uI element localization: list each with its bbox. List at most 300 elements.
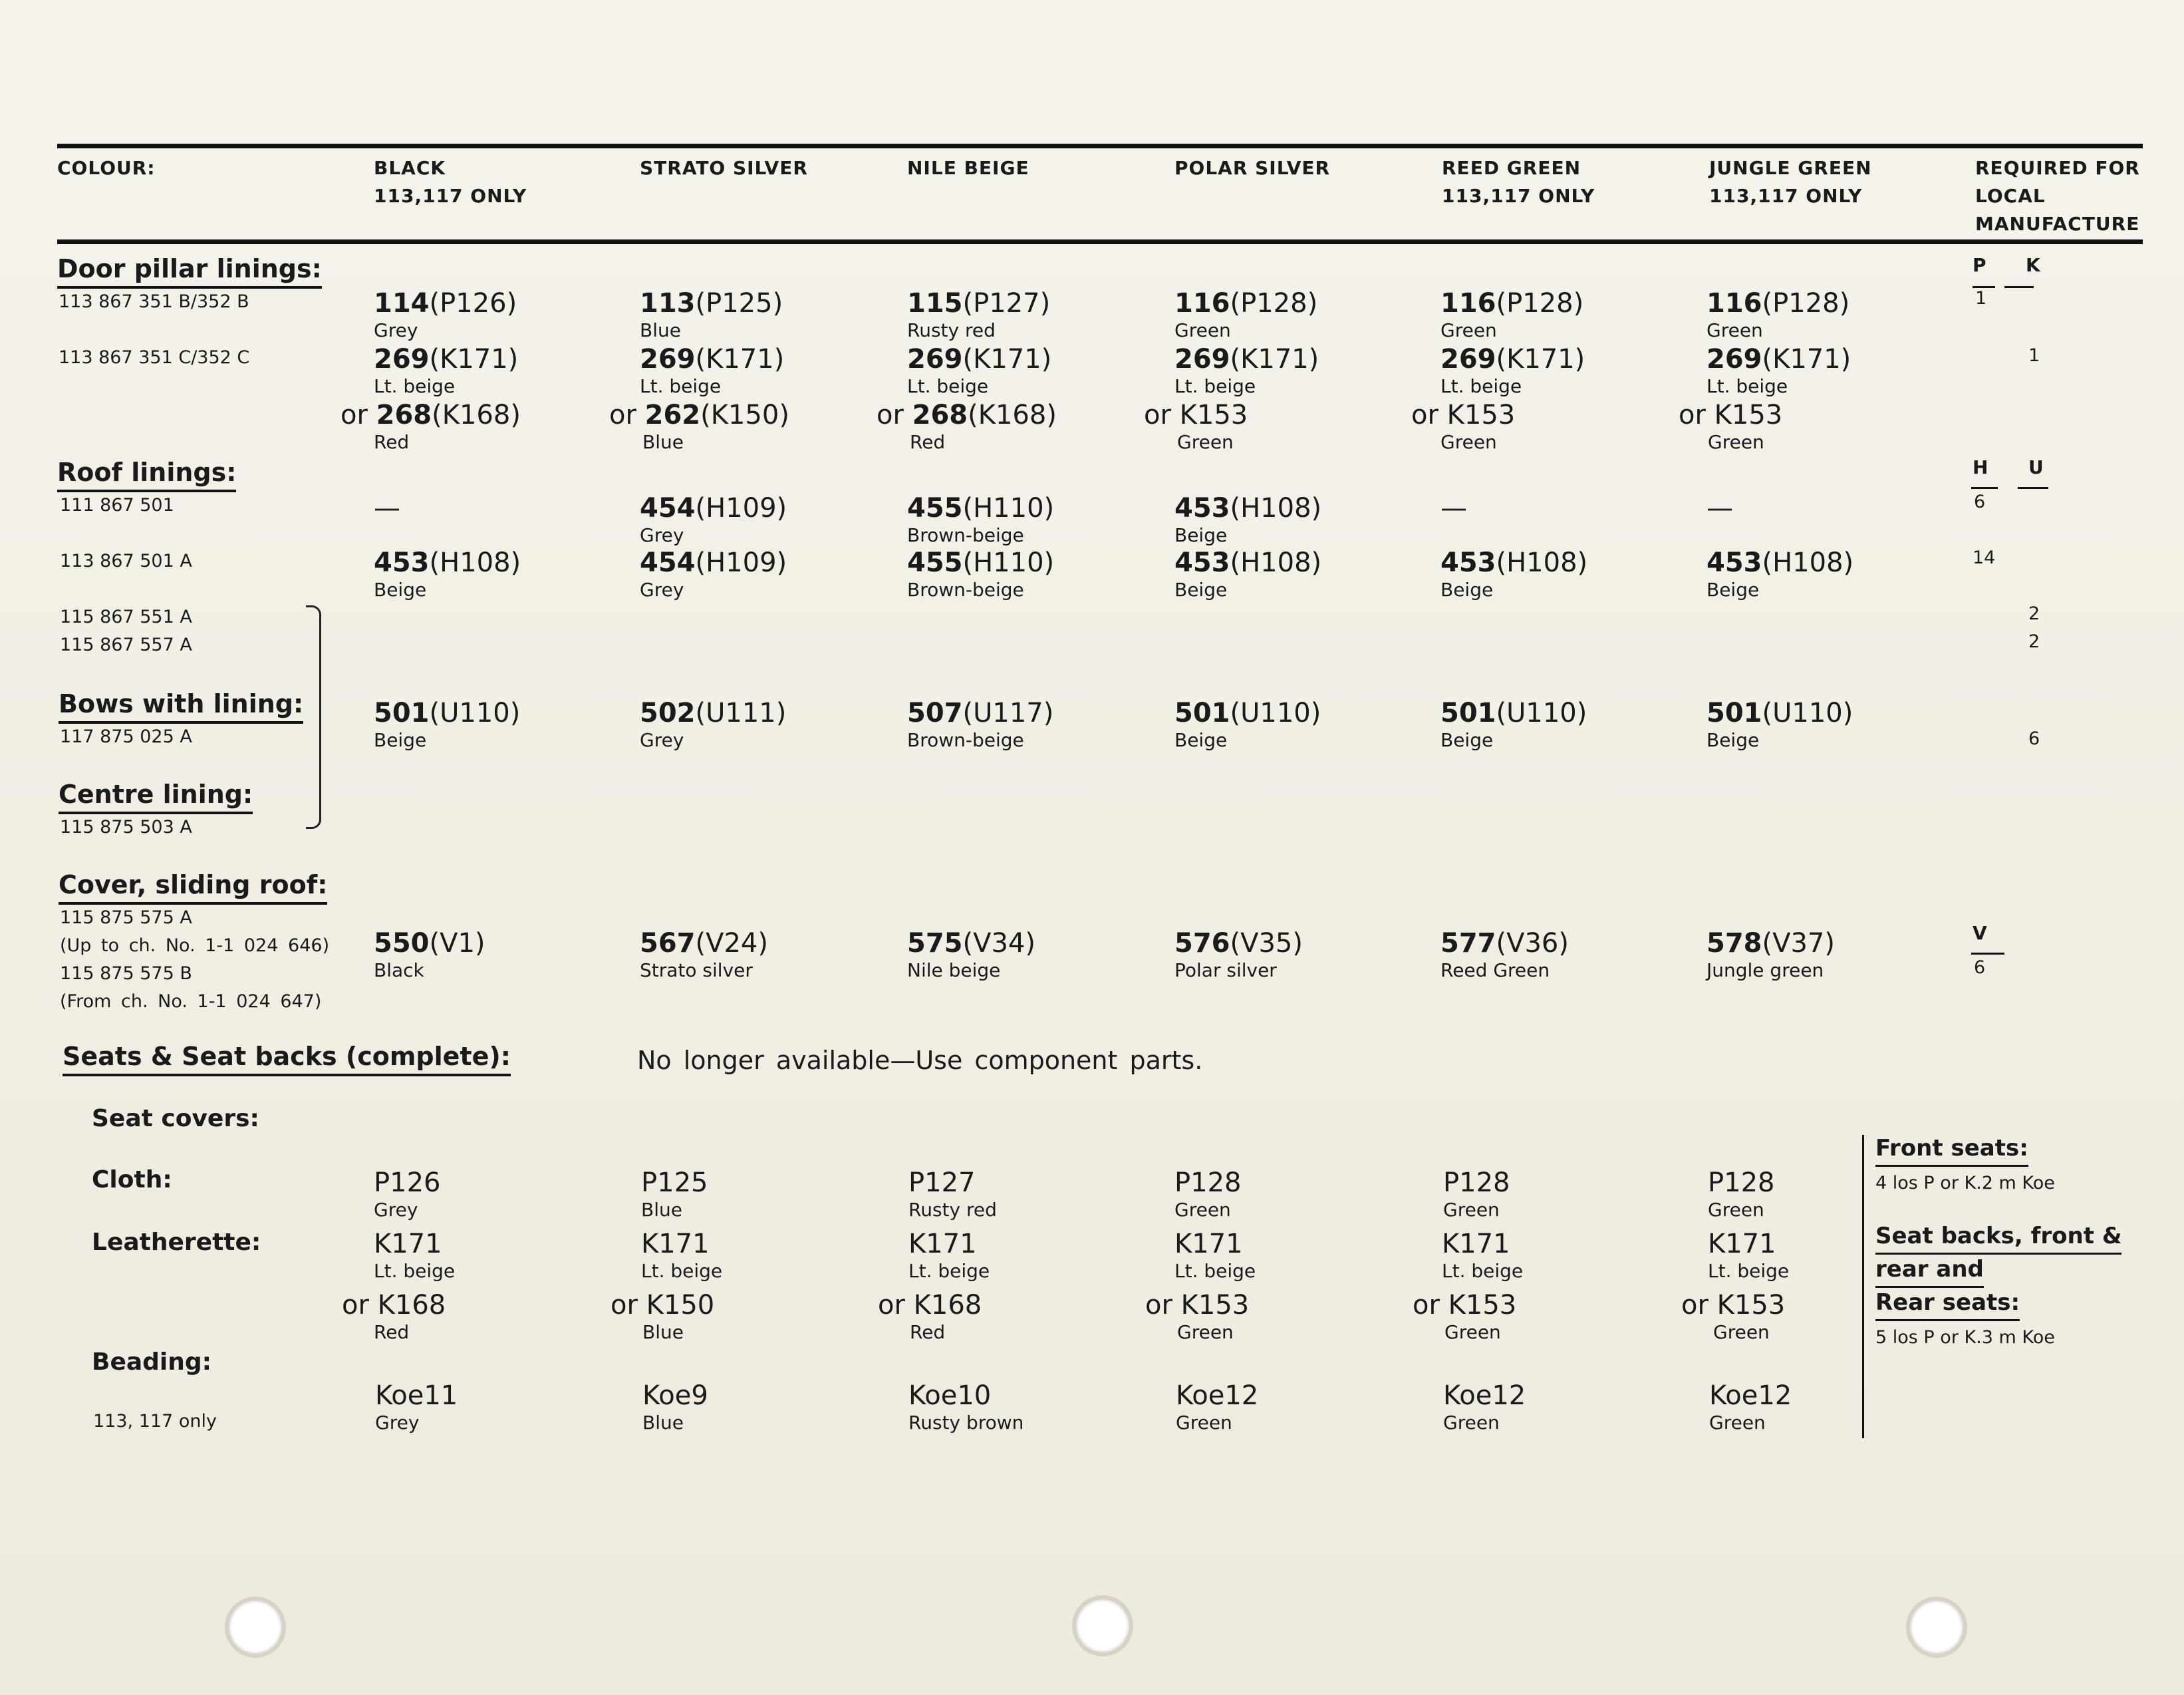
colour-name: Rusty brown (908, 1412, 1024, 1434)
colour-name: Beige (1174, 729, 1228, 751)
col-note: 113,117 ONLY (1442, 185, 1595, 207)
trim-code: (P126) (429, 288, 517, 319)
bows-cell (907, 697, 1053, 752)
trim-code: (U117) (962, 698, 1054, 728)
req-qty: 6 (1974, 957, 1986, 978)
trim-code: (H110) (962, 547, 1055, 578)
colour-name: Lt. beige (374, 1260, 456, 1282)
colour-name: Blue (642, 431, 684, 453)
cover-cell (1440, 927, 1569, 982)
colour-name: Grey (640, 579, 684, 601)
col-name: NILE BEIGE (907, 157, 1029, 179)
part-number: 113 867 501 A (60, 551, 192, 571)
cloth-label: Cloth: (92, 1166, 172, 1193)
cover-cell (640, 927, 768, 982)
bows-cell (374, 697, 520, 752)
req-qty: 6 (2028, 728, 2040, 749)
trim-code: Koe10 (908, 1380, 992, 1411)
chassis-note: (Up to ch. No. 1-1 024 646) (60, 935, 330, 956)
trim-code: — (1440, 493, 1467, 524)
door-pillar-cell (1440, 287, 1583, 342)
trim-code: K171 (1708, 1229, 1776, 1259)
colour-name: Green (1440, 319, 1497, 341)
colour-name: Green (1444, 1321, 1501, 1343)
colour-name: Lt. beige (1174, 375, 1256, 397)
cloth-cell (908, 1167, 997, 1221)
part-num: 455 (907, 493, 963, 524)
part-num: 269 (1174, 344, 1230, 375)
colour-name: Lt. beige (1442, 1260, 1524, 1282)
part-num: 113 (640, 288, 696, 319)
part-num: 269 (1706, 344, 1762, 375)
part-num: 576 (1174, 928, 1230, 959)
bows-cell (1440, 697, 1587, 752)
bows-cell (1706, 697, 1853, 752)
leatherette-cell (1413, 1289, 1516, 1344)
req-underline (2018, 487, 2048, 489)
part-number: 115 867 557 A (60, 635, 192, 655)
part-num: 454 (640, 493, 696, 524)
front-seats-title: Front seats: (1875, 1134, 2028, 1167)
bows-cell (1174, 697, 1321, 752)
trim-code: Koe11 (375, 1380, 458, 1411)
leatherette-label: Leatherette: (92, 1229, 261, 1256)
colour-name: Jungle green (1706, 959, 1824, 981)
colour-name: Red (910, 1321, 946, 1343)
cover-cell (1706, 927, 1835, 982)
trim-code: K153 (1714, 400, 1783, 430)
col-header-jungle-green (1709, 154, 1872, 210)
leatherette-cell (1174, 1228, 1256, 1283)
part-num: 455 (907, 547, 963, 578)
part-num: 502 (640, 698, 696, 728)
trim-code: (U111) (695, 698, 787, 728)
colour-name: Green (1713, 1321, 1770, 1343)
or-prefix: or (1145, 1290, 1181, 1320)
trim-code: P127 (908, 1167, 976, 1198)
trim-code: (P128) (1496, 288, 1584, 319)
beading-cell (1709, 1380, 1792, 1434)
door-pillar-cell (1411, 399, 1515, 454)
trim-code: K168 (913, 1290, 982, 1320)
trim-code: (K168) (968, 400, 1057, 430)
door-pillar-cell (1706, 287, 1849, 342)
col-name: JUNGLE GREEN (1709, 157, 1872, 179)
beading-cell (1176, 1380, 1258, 1434)
col-header-polar-silver (1174, 154, 1330, 182)
cloth-cell (1708, 1167, 1774, 1221)
part-num: 567 (640, 928, 696, 959)
req-label-k: K (2026, 254, 2040, 276)
part-number: 115 875 503 A (60, 817, 192, 838)
part-num: 114 (374, 288, 430, 319)
door-pillar-cell (877, 399, 1057, 454)
colour-name: Lt. beige (908, 1260, 990, 1282)
req-qty: 6 (1974, 492, 1986, 512)
colour-name: Lt. beige (641, 1260, 723, 1282)
trim-code: Koe12 (1176, 1380, 1259, 1411)
colour-name: Lt. beige (1440, 375, 1522, 397)
colour-name: Blue (642, 1412, 684, 1434)
door-pillar-cell (1440, 343, 1585, 398)
cover-cell (1174, 927, 1303, 982)
trim-code: (H108) (1762, 547, 1854, 578)
colour-name: Green (1708, 431, 1764, 453)
trim-code: K171 (1442, 1229, 1510, 1259)
colour-name: Red (910, 431, 946, 453)
colour-name: Green (1176, 1412, 1232, 1434)
part-num: 575 (907, 928, 963, 959)
seat-backs-title: Seat backs, front & (1875, 1221, 2121, 1255)
trim-code: K171 (1174, 1229, 1243, 1259)
trim-code: P128 (1443, 1167, 1510, 1198)
roof-cell (374, 492, 400, 524)
trim-code: K153 (1716, 1290, 1786, 1320)
section-title-cover-sliding-roof: Cover, sliding roof: (59, 870, 327, 905)
trim-code: K171 (908, 1229, 977, 1259)
col-header-reed-green (1442, 154, 1595, 210)
colour-name: Grey (640, 729, 684, 751)
trim-code: (H110) (962, 493, 1055, 524)
part-num: 453 (1440, 547, 1496, 578)
section-title-door-pillar: Door pillar linings: (57, 254, 322, 289)
colour-name: Beige (1174, 579, 1228, 601)
colour-name: Nile beige (907, 959, 1001, 981)
colour-label: COLOUR: (57, 157, 156, 179)
colour-name: Brown-beige (907, 524, 1024, 546)
col-header-strato-silver (640, 154, 808, 182)
seats-note: No longer available—Use component parts. (637, 1046, 1203, 1075)
leatherette-cell (611, 1289, 714, 1344)
trim-code: P125 (641, 1167, 708, 1198)
part-num: 453 (1174, 493, 1230, 524)
seat-notes-divider (1862, 1135, 1864, 1438)
req-qty: 14 (1973, 547, 1996, 568)
colour-name: Reed Green (1440, 959, 1550, 981)
roof-cell (1174, 547, 1321, 601)
colour-name: Beige (1706, 579, 1760, 601)
trim-code: (H108) (429, 547, 521, 578)
trim-code: K171 (374, 1229, 442, 1259)
cloth-cell (374, 1167, 440, 1221)
trim-code: — (1706, 493, 1733, 524)
trim-code: (K150) (700, 400, 789, 430)
part-num: 453 (374, 547, 430, 578)
part-num: 507 (907, 698, 963, 728)
colour-name: Grey (374, 1199, 418, 1221)
part-num: 116 (1706, 288, 1762, 319)
colour-name: Rusty red (907, 319, 996, 341)
trim-code: (P125) (695, 288, 783, 319)
beading-cell (642, 1380, 708, 1434)
colour-name: Grey (640, 524, 684, 546)
beading-label: Beading: (92, 1348, 212, 1376)
chassis-note: (From ch. No. 1-1 024 647) (60, 991, 322, 1012)
roof-cell (374, 547, 521, 601)
trim-code: (K171) (962, 344, 1052, 375)
door-pillar-cell (1174, 287, 1317, 342)
trim-code: (V24) (695, 928, 768, 959)
part-number: 115 875 575 A (60, 907, 192, 928)
colour-name: Green (1440, 431, 1497, 453)
binder-hole (229, 1601, 282, 1654)
trim-code: K153 (1180, 1290, 1250, 1320)
part-num: 453 (1174, 547, 1230, 578)
trim-code: K153 (1446, 400, 1516, 430)
colour-name: Red (374, 1321, 410, 1343)
part-num: 453 (1706, 547, 1762, 578)
trim-code: (V35) (1230, 928, 1303, 959)
colour-name: Beige (1440, 729, 1494, 751)
or-prefix: or (341, 400, 376, 430)
part-num: 454 (640, 547, 696, 578)
cover-cell (374, 927, 485, 982)
trim-code: K168 (377, 1290, 446, 1320)
grouping-bracket (306, 605, 321, 829)
door-pillar-cell (609, 399, 789, 454)
part-num: 262 (644, 400, 701, 430)
trim-code: (P127) (962, 288, 1051, 319)
leatherette-cell (878, 1289, 982, 1344)
binder-hole (1076, 1599, 1129, 1652)
colour-name: Lt. beige (1174, 1260, 1256, 1282)
part-num: 269 (374, 344, 430, 375)
req-underline (1971, 953, 2004, 955)
part-num: 116 (1174, 288, 1230, 319)
colour-name: Beige (1706, 729, 1760, 751)
req-label-h: H (1973, 456, 1988, 478)
colour-name: Blue (641, 1199, 682, 1221)
door-pillar-cell (374, 287, 517, 342)
part-num: 577 (1440, 928, 1496, 959)
colour-name: Lt. beige (1708, 1260, 1790, 1282)
trim-code: Koe12 (1709, 1380, 1792, 1411)
req-qty: 2 (2028, 603, 2040, 624)
part-number: 115 867 551 A (60, 607, 192, 627)
colour-name: Lt. beige (640, 375, 722, 397)
part-num: 501 (1440, 698, 1496, 728)
part-num: 269 (1440, 344, 1496, 375)
colour-name: Lt. beige (1706, 375, 1788, 397)
or-prefix: or (609, 400, 645, 430)
trim-code: (P128) (1762, 288, 1850, 319)
door-pillar-cell (374, 343, 518, 398)
trim-code: P128 (1708, 1167, 1775, 1198)
req-label-p: P (1973, 254, 1986, 276)
colour-name: Beige (1174, 524, 1228, 546)
colour-name: Green (1174, 319, 1231, 341)
trim-code: (H109) (695, 547, 787, 578)
colour-name: Beige (374, 729, 427, 751)
colour-name: Black (374, 959, 424, 981)
front-seats-note (1875, 1134, 2055, 1195)
part-number: 117 875 025 A (60, 726, 192, 747)
col-name: REED GREEN (1442, 157, 1581, 179)
binder-hole (1910, 1601, 1963, 1654)
colour-name: Beige (1440, 579, 1494, 601)
part-number: 115 875 575 B (60, 963, 192, 984)
roof-cell (907, 492, 1054, 547)
or-prefix: or (1413, 1290, 1448, 1320)
door-pillar-cell (907, 287, 1050, 342)
trim-code: (H108) (1230, 493, 1322, 524)
section-title-roof-linings: Roof linings: (57, 458, 236, 492)
header-bottom-rule (57, 239, 2143, 244)
or-prefix: or (1411, 400, 1447, 430)
or-prefix: or (1681, 1290, 1717, 1320)
roof-cell (1706, 492, 1733, 524)
col-header-nile-beige (907, 154, 1029, 182)
col-name: BLACK (374, 157, 446, 179)
or-prefix: or (1144, 400, 1180, 430)
trim-code: (H109) (695, 493, 787, 524)
trim-code: (K171) (1496, 344, 1585, 375)
leatherette-cell (908, 1228, 990, 1283)
seat-backs-note (1875, 1221, 2121, 1349)
trim-code: (H108) (1496, 547, 1588, 578)
beading-cell (375, 1380, 458, 1434)
part-num: 116 (1440, 288, 1496, 319)
door-pillar-cell (907, 343, 1051, 398)
colour-name: Grey (375, 1412, 420, 1434)
part-num: 268 (912, 400, 968, 430)
trim-code: (K171) (429, 344, 519, 375)
bows-cell (640, 697, 786, 752)
req-qty: 1 (1975, 288, 1987, 309)
trim-code: — (374, 493, 400, 524)
colour-name: Green (1708, 1199, 1764, 1221)
colour-name: Strato silver (640, 959, 753, 981)
colour-name: Blue (642, 1321, 684, 1343)
part-num: 268 (376, 400, 432, 430)
door-pillar-cell (341, 399, 521, 454)
header-top-rule (57, 144, 2143, 148)
trim-code: P126 (374, 1167, 441, 1198)
or-prefix: or (1679, 400, 1714, 430)
seat-backs-text: 5 los P or K.3 m Koe (1875, 1327, 2055, 1348)
leatherette-cell (1681, 1289, 1785, 1344)
colour-name: Green (1443, 1199, 1500, 1221)
colour-name: Lt. beige (374, 375, 456, 397)
colour-name: Green (1706, 319, 1763, 341)
or-prefix: or (877, 400, 912, 430)
seat-covers-label: Seat covers: (92, 1105, 259, 1132)
trim-code: (V1) (429, 928, 485, 959)
required-line: MANUFACTURE (1975, 213, 2140, 235)
part-number: 113 867 351 B/352 B (59, 291, 249, 312)
part-number: 113 867 351 C/352 C (59, 347, 250, 368)
colour-name: Lt. beige (907, 375, 989, 397)
section-title-centre-lining: Centre lining: (59, 780, 253, 814)
cloth-cell (1174, 1167, 1241, 1221)
cloth-cell (1443, 1167, 1510, 1221)
roof-cell (1706, 547, 1853, 601)
req-qty: 2 (2028, 631, 2040, 652)
or-prefix: or (342, 1290, 378, 1320)
part-num: 501 (374, 698, 430, 728)
col-header-black (374, 154, 527, 210)
colour-name: Green (1709, 1412, 1766, 1434)
beading-note: 113, 117 only (93, 1411, 217, 1432)
req-label-v: V (1973, 922, 1987, 944)
trim-code: (U110) (1762, 698, 1853, 728)
door-pillar-cell (1144, 399, 1248, 454)
cloth-cell (641, 1167, 708, 1221)
or-prefix: or (611, 1290, 646, 1320)
colour-name: Polar silver (1174, 959, 1277, 981)
leatherette-cell (374, 1228, 455, 1283)
trim-code: K153 (1448, 1290, 1517, 1320)
col-note: 113,117 ONLY (374, 185, 527, 207)
part-number: 111 867 501 (60, 495, 174, 516)
part-num: 501 (1706, 698, 1762, 728)
colour-name: Green (1177, 1321, 1234, 1343)
col-header-required (1975, 154, 2140, 238)
rear-seats-title: Rear seats: (1875, 1288, 2020, 1321)
part-num: 115 (907, 288, 963, 319)
req-underline (2004, 286, 2034, 288)
colour-name: Blue (640, 319, 681, 341)
trim-code: P128 (1174, 1167, 1242, 1198)
roof-cell (640, 547, 787, 601)
door-pillar-cell (1706, 343, 1851, 398)
section-title-seats: Seats & Seat backs (complete): (63, 1042, 511, 1076)
part-num: 550 (374, 928, 430, 959)
roof-cell (1440, 492, 1467, 524)
colour-name: Red (374, 431, 410, 453)
colour-name: Green (1174, 1199, 1231, 1221)
trim-code: (U110) (1496, 698, 1587, 728)
part-num: 269 (640, 344, 696, 375)
col-name: POLAR SILVER (1174, 157, 1331, 179)
beading-cell (1443, 1380, 1526, 1434)
leatherette-cell (1708, 1228, 1789, 1283)
door-pillar-cell (640, 287, 783, 342)
seat-backs-title: rear and (1875, 1255, 1984, 1288)
req-label-u: U (2028, 456, 2044, 478)
trim-code: (V34) (962, 928, 1035, 959)
colour-name: Beige (374, 579, 427, 601)
roof-cell (1440, 547, 1587, 601)
leatherette-cell (641, 1228, 722, 1283)
front-seats-text: 4 los P or K.2 m Koe (1875, 1173, 2055, 1193)
col-name: STRATO SILVER (640, 157, 808, 179)
colour-name: Green (1177, 431, 1234, 453)
trim-code: (V37) (1762, 928, 1835, 959)
trim-code: (K171) (695, 344, 785, 375)
leatherette-cell (342, 1289, 446, 1344)
door-pillar-cell (640, 343, 784, 398)
colour-name: Green (1443, 1412, 1500, 1434)
required-line: LOCAL (1975, 185, 2046, 207)
cover-cell (907, 927, 1035, 982)
trim-code: (K171) (1230, 344, 1319, 375)
trim-code: Koe9 (642, 1380, 708, 1411)
section-title-bows-with-lining: Bows with lining: (59, 689, 303, 724)
req-qty: 1 (2028, 345, 2040, 366)
colour-name: Brown-beige (907, 729, 1024, 751)
or-prefix: or (878, 1290, 914, 1320)
trim-code: (P128) (1230, 288, 1318, 319)
part-num: 501 (1174, 698, 1230, 728)
roof-cell (1174, 492, 1321, 547)
colour-name: Brown-beige (907, 579, 1024, 601)
trim-code: Koe12 (1443, 1380, 1526, 1411)
trim-code: K153 (1179, 400, 1248, 430)
part-num: 269 (907, 344, 963, 375)
trim-code: (K168) (432, 400, 521, 430)
roof-cell (907, 547, 1054, 601)
